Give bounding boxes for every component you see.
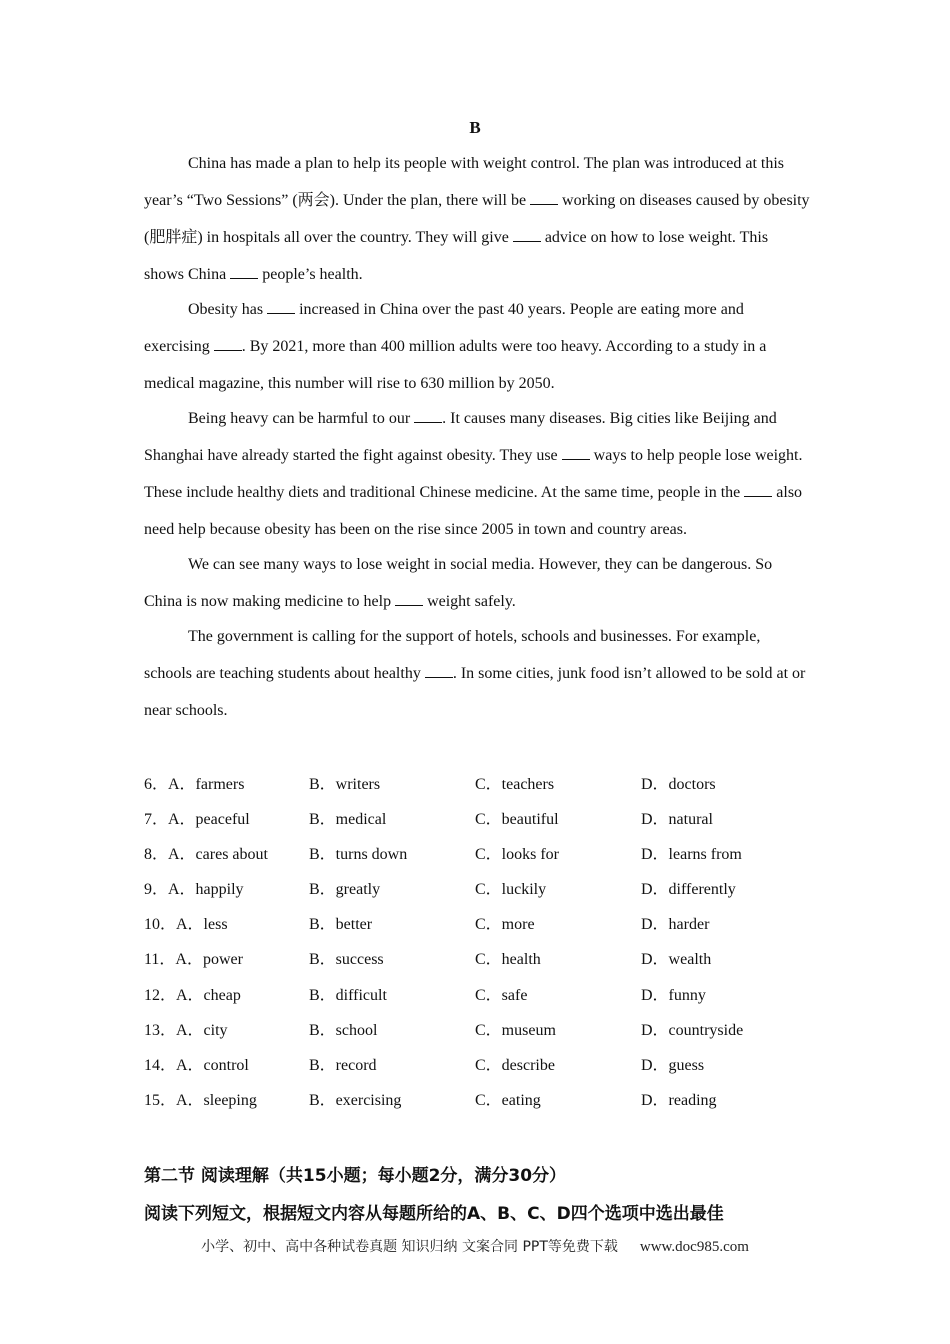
question-row xyxy=(144,772,844,807)
option-b: B．writers xyxy=(309,776,381,793)
question-row xyxy=(144,1053,844,1088)
option-d: D．doctors xyxy=(641,776,716,793)
option-b: B．better xyxy=(309,916,373,934)
option-c: C．health xyxy=(475,951,541,969)
blank-7 xyxy=(513,229,541,242)
option-b: B．success xyxy=(309,951,384,969)
paragraph-text: working on diseases caused by obesity (肥胖症) in hospitals all over the country. They will give xyxy=(144,192,810,246)
paragraph-text: The government is calling for the support of hotels, schools and businesses. For example, schools are teaching students about healthy xyxy=(144,628,761,682)
blank-10 xyxy=(214,338,242,351)
option-a: 13．A．city xyxy=(144,1021,228,1039)
page-footer xyxy=(0,1236,950,1256)
option-c: C．more xyxy=(475,916,535,934)
option-a: 14．A．control xyxy=(144,1056,249,1074)
blank-6 xyxy=(530,192,558,205)
option-c: C．luckily xyxy=(475,881,547,899)
option-c: C．safe xyxy=(475,986,528,1004)
paragraph-text: ways to help people lose weight. These include healthy diets and traditional Chinese medicine. At the same time, people in the xyxy=(144,447,803,501)
option-c: C．beautiful xyxy=(475,811,559,829)
blank-11 xyxy=(414,410,442,423)
option-b: B．greatly xyxy=(309,881,381,899)
option-b: B．medical xyxy=(309,811,387,829)
blank-12 xyxy=(562,447,590,460)
paragraph-text: Being heavy can be harmful to our xyxy=(188,410,415,427)
option-b: B．school xyxy=(309,1021,378,1039)
footer-text: 小学、初中、高中各种试卷真题 知识归纳 文案合同 PPT等免费下载 xyxy=(201,1239,618,1255)
option-b: B．difficult xyxy=(309,986,387,1004)
paragraph-text: . In some cities, junk food isn’t allowed to be sold at or near schools. xyxy=(144,665,806,719)
passage-heading: B xyxy=(469,118,481,137)
option-d: D．guess xyxy=(641,1056,705,1074)
option-d: D．reading xyxy=(641,1091,717,1109)
paragraph-text: . By 2021, more than 400 million adults were too heavy. According to a study in a medical magazine, this number will rise to 630 million by 2050. xyxy=(144,338,767,392)
paragraph-3 xyxy=(144,400,812,548)
question-row xyxy=(144,983,844,1018)
blank-14 xyxy=(395,593,423,606)
option-d: D．countryside xyxy=(641,1021,744,1039)
paragraph-text: people’s health. xyxy=(258,266,363,283)
footer-site: www.doc985.com xyxy=(639,1239,749,1255)
option-c: C．describe xyxy=(475,1056,555,1074)
option-c: C．looks for xyxy=(475,846,560,864)
blank-9 xyxy=(267,301,295,314)
section-title: 第二节 阅读理解（共15小题；每小题2分，满分30分） xyxy=(144,1166,567,1186)
paragraph-text: China has made a plan to help its people with weight control. The plan was introduced at this year’s “Two Sessions” (两会). Under the plan, there will be xyxy=(144,155,785,209)
blank-15 xyxy=(425,665,453,678)
question-row xyxy=(144,947,844,982)
question-row xyxy=(144,877,844,912)
blank-8 xyxy=(230,266,258,279)
question-row xyxy=(144,842,844,877)
paragraph-4 xyxy=(144,546,812,620)
option-d: D．differently xyxy=(641,881,736,899)
option-a: 6．A．farmers xyxy=(144,776,245,793)
question-row xyxy=(144,1018,844,1053)
paragraph-text: advice on how to lose weight. This shows China xyxy=(144,229,769,283)
option-c: C．teachers xyxy=(475,776,555,793)
option-a: 12．A．cheap xyxy=(144,986,241,1004)
section-instruction: 阅读下列短文，根据短文内容从每题所给的A、B、C、D四个选项中选出最佳 xyxy=(144,1204,724,1224)
option-d: D．learns from xyxy=(641,846,742,864)
paragraph-text: weight safely. xyxy=(423,593,516,610)
paragraph-text: We can see many ways to lose weight in social media. However, they can be dangerous. So China is now making medicine to help xyxy=(144,556,773,610)
paragraph-text: also need help because obesity has been on the rise since 2005 in town and country areas. xyxy=(144,484,803,538)
option-b: B．exercising xyxy=(309,1091,402,1109)
cloze-passage xyxy=(144,145,812,729)
option-a: 8．A．cares about xyxy=(144,846,268,864)
question-list xyxy=(144,772,844,1123)
question-row xyxy=(144,912,844,947)
reading-section xyxy=(144,1157,844,1233)
option-a: 9．A．happily xyxy=(144,881,244,899)
question-row xyxy=(144,1088,844,1123)
paragraph-text: Obesity has xyxy=(188,301,268,318)
question-row xyxy=(144,807,844,842)
option-d: D．natural xyxy=(641,811,713,829)
option-b: B．record xyxy=(309,1056,377,1074)
paragraph-2 xyxy=(144,291,812,402)
option-d: D．harder xyxy=(641,916,710,934)
option-a: 11．A．power xyxy=(144,951,243,969)
paragraph-text: increased in China over the past 40 years. People are eating more and exercising xyxy=(144,301,744,355)
option-b: B．turns down xyxy=(309,846,408,864)
paragraph-5 xyxy=(144,618,812,729)
blank-13 xyxy=(744,484,772,497)
option-c: C．museum xyxy=(475,1021,556,1039)
option-d: D．wealth xyxy=(641,951,712,969)
paragraph-text: . It causes many diseases. Big cities like Beijing and Shanghai have already started the fight against obesity. They use xyxy=(144,410,777,464)
paragraph-1 xyxy=(144,145,812,293)
option-a: 15．A．sleeping xyxy=(144,1091,257,1109)
option-d: D．funny xyxy=(641,986,706,1004)
option-a: 10．A．less xyxy=(144,916,228,934)
option-c: C．eating xyxy=(475,1091,541,1109)
option-a: 7．A．peaceful xyxy=(144,811,250,829)
